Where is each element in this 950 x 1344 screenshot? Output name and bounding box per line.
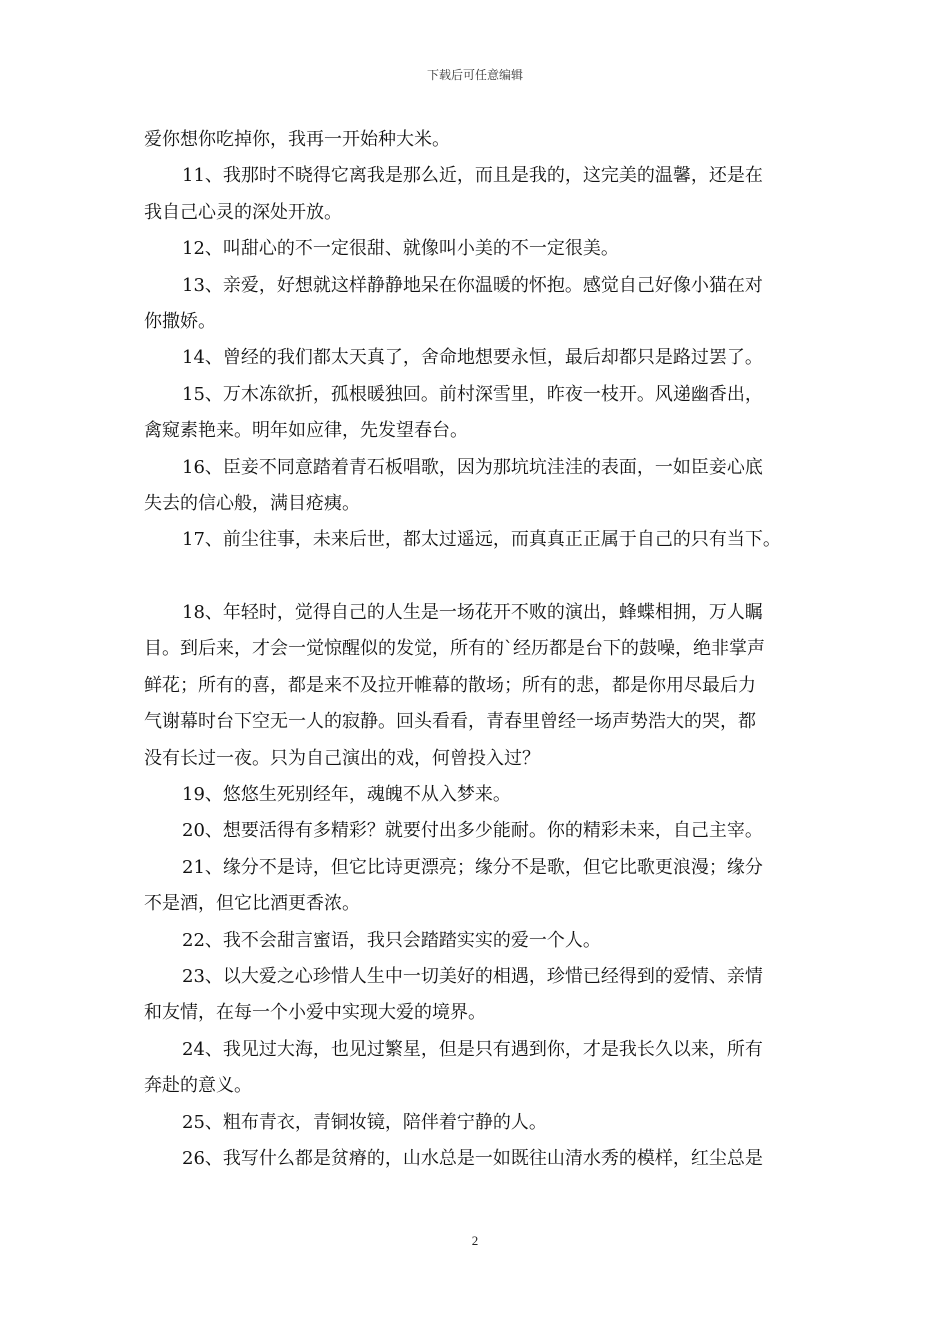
text-line: 19、悠悠生死别经年，魂魄不从入梦来。 [182, 784, 511, 806]
text-line: 失去的信心般，满目疮痍。 [144, 492, 360, 514]
blank-line [144, 559, 816, 595]
text-line: 17、前尘往事，未来后世，都太过遥远，而真真正正属于自己的只有当下。 [182, 529, 781, 551]
text-line: 不是酒，但它比酒更香浓。 [144, 893, 360, 915]
text-line: 鲜花；所有的喜，都是来不及拉开帷幕的散场；所有的悲，都是你用尽最后力 [144, 674, 756, 696]
text-line: 爱你想你吃掉你，我再一开始种大米。 [144, 129, 450, 150]
text-line: 25、粗布青衣，青铜妆镜，陪伴着宁静的人。 [182, 1111, 547, 1133]
text-line: 14、曾经的我们都太天真了，舍命地想要永恒，最后却都只是路过罢了。 [182, 347, 763, 369]
text-line: 24、我见过大海，也见过繁星，但是只有遇到你，才是我长久以来，所有 [182, 1038, 763, 1060]
page-number: 2 [471, 1233, 479, 1248]
text-line: 气谢幕时台下空无一人的寂静。回头看看，青春里曾经一场声势浩大的哭，都 [144, 711, 756, 733]
text-line: 我自己心灵的深处开放。 [144, 201, 342, 223]
text-line: 15、万木冻欲折，孤根暖独回。前村深雪里，昨夜一枝开。风递幽香出， [182, 383, 763, 405]
text-line: 18、年轻时，觉得自己的人生是一场花开不败的演出，蜂蝶相拥，万人瞩 [182, 602, 763, 624]
text-line: 禽窥素艳来。明年如应律，先发望春台。 [144, 420, 468, 442]
page-header: 下载后可任意编辑 [426, 68, 523, 82]
text-line: 12、叫甜心的不一定很甜、就像叫小美的不一定很美。 [182, 238, 619, 260]
text-line: 23、以大爱之心珍惜人生中一切美好的相遇，珍惜已经得到的爱情、亲情 [182, 965, 763, 987]
text-line: 没有长过一夜。只为自己演出的戏，何曾投入过？ [144, 747, 540, 769]
text-line: 22、我不会甜言蜜语，我只会踏踏实实的爱一个人。 [182, 929, 601, 951]
text-line: 13、亲爱，好想就这样静静地呆在你温暖的怀抱。感觉自己好像小猫在对 [182, 274, 763, 296]
text-line: 26、我写什么都是贫瘠的，山水总是一如既往山清水秀的模样，红尘总是 [182, 1147, 763, 1169]
text-line: 21、缘分不是诗，但它比诗更漂亮；缘分不是歌，但它比歌更浪漫；缘分 [182, 856, 763, 878]
document-body [144, 122, 816, 1177]
text-line: 20、想要活得有多精彩？就要付出多少能耐。你的精彩未来，自己主宰。 [182, 820, 763, 842]
text-line: 和友情，在每一个小爱中实现大爱的境界。 [144, 1002, 486, 1024]
text-line: 目。到后来，才会一觉惊醒似的发觉，所有的`经历都是台下的鼓噪，绝非掌声 [144, 638, 765, 660]
text-line: 奔赴的意义。 [144, 1075, 252, 1097]
text-line: 16、臣妾不同意踏着青石板唱歌，因为那坑坑洼洼的表面，一如臣妾心底 [182, 456, 763, 478]
text-line: 11、我那时不晓得它离我是那么近，而且是我的，这完美的温馨，还是在 [182, 165, 763, 187]
text-line: 你撒娇。 [144, 310, 216, 332]
